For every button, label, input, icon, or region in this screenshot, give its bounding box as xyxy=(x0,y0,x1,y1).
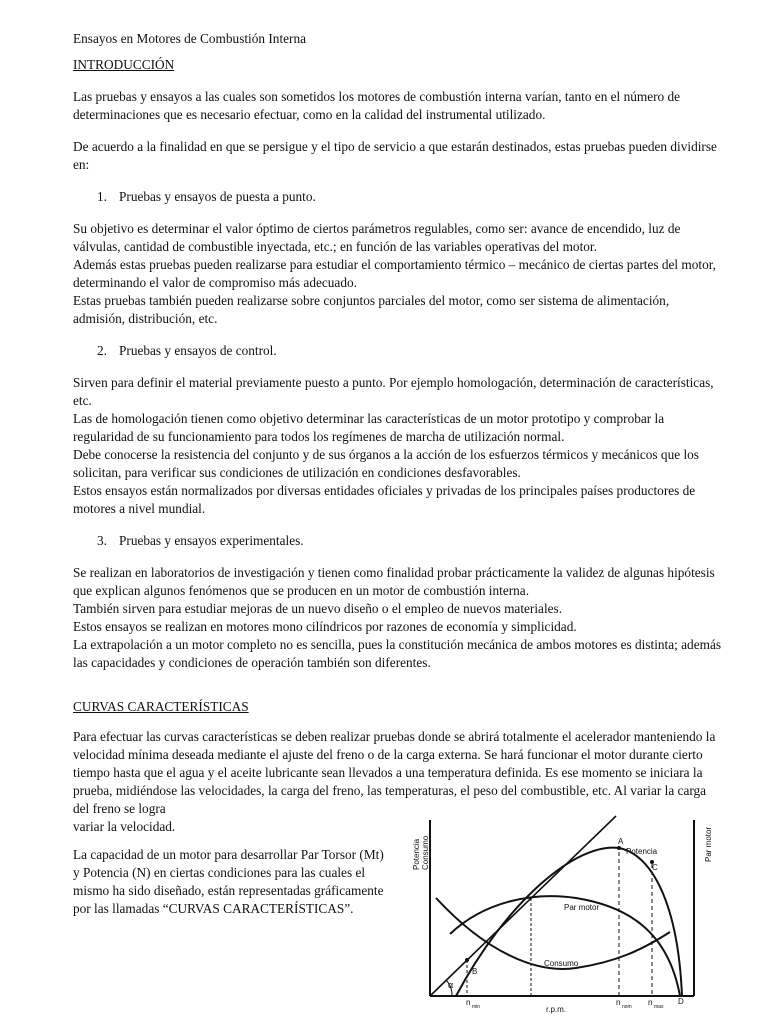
potencia-label: Potencia xyxy=(626,847,658,856)
potencia-curve xyxy=(456,848,682,996)
item1-paragraph-3: Estas pruebas también pueden realizarse sobre conjuntos parciales del motor, como ser sistema de alimentación, admisión, distribución, etc. xyxy=(73,293,670,326)
point-c-label: C xyxy=(652,863,658,872)
n-nom-label: n xyxy=(616,998,621,1007)
intro-heading: INTRODUCCIÓN xyxy=(73,57,175,72)
point-b-marker xyxy=(465,958,469,962)
n-max-subscript: max xyxy=(654,1004,664,1010)
item3-paragraph-2: También sirven para estudiar mejoras de un nuevo diseño o el empleo de nuevos materiales. xyxy=(73,601,563,616)
list-item-1 xyxy=(97,188,723,206)
item1-paragraph-2: Además estas pruebas pueden realizarse para estudiar el comportamiento térmico – mecánico de ciertas partes del motor, determinando el valor de compromiso más adecuado. xyxy=(73,257,716,290)
intro-paragraph-1: Las pruebas y ensayos a las cuales son sometidos los motores de combustión interna varían, tanto en el número de determinaciones que es necesario efectuar, como en la calidad del instrumental utilizado. xyxy=(73,89,681,122)
characteristic-curves-figure xyxy=(406,812,724,1018)
intro-paragraph-2: De acuerdo a la finalidad en que se persigue y el tipo de servicio a que estarán destinados, estas pruebas pueden dividirse en: xyxy=(73,139,717,172)
curves-heading: CURVAS CARACTERÍSTICAS xyxy=(73,699,249,714)
n-nom-subscript: nom xyxy=(622,1004,632,1010)
list-item-3-number: 3. xyxy=(97,533,107,548)
par-motor-label: Par motor xyxy=(564,903,600,912)
list-item-2-label: Pruebas y ensayos de control. xyxy=(119,343,277,358)
y-label-par-motor: Par motor xyxy=(704,826,713,862)
list-item-1-label: Pruebas y ensayos de puesta a punto. xyxy=(119,189,316,204)
point-b-label: B xyxy=(472,967,478,976)
item1-paragraph-1: Su objetivo es determinar el valor óptimo de ciertos parámetros regulables, como ser: avance de encendido, luz de válvulas, cantidad de combustible inyectada, etc.; en función de las variables operativas del motor. xyxy=(73,221,681,254)
characteristic-curves-svg xyxy=(406,812,724,1018)
item2-paragraph-2: Las de homologación tienen como objetivo determinar las características de un motor prototipo y comprobar la regularidad de su funcionamiento para todos los regímenes de marcha de utilización normal. xyxy=(73,411,665,444)
curves-paragraph-2: La capacidad de un motor para desarrollar Par Torsor (Mt) y Potencia (N) en ciertas condiciones para las cuales el mismo ha sido diseñado, están representadas gráficamente por las llamadas “CURVAS CARACTERÍSTICAS”. xyxy=(73,847,384,916)
point-a-label: A xyxy=(618,837,624,846)
point-d-label: D xyxy=(678,997,684,1006)
n-max-label: n xyxy=(648,998,653,1007)
x-label-rpm: r.p.m. xyxy=(546,1005,567,1014)
angle-label: α xyxy=(448,980,454,990)
curves-paragraph-1-end: variar la velocidad. xyxy=(73,819,176,834)
list-item-3 xyxy=(97,532,723,550)
consumo-label: Consumo xyxy=(544,959,579,968)
item3-paragraph-1: Se realizan en laboratorios de investigación y tienen como finalidad probar prácticamente la validez de algunas hipótesis que explican algunos fenómenos que se producen en un motor de combustión interna. xyxy=(73,565,715,598)
list-item-3-label: Pruebas y ensayos experimentales. xyxy=(119,533,304,548)
document-page xyxy=(73,30,723,918)
n-min-label: n xyxy=(466,998,471,1007)
list-item-1-number: 1. xyxy=(97,189,107,204)
list-item-2-number: 2. xyxy=(97,343,107,358)
document-title: Ensayos en Motores de Combustión Interna xyxy=(73,31,307,46)
y-label-potencia: Potencia xyxy=(412,838,421,870)
list-item-2 xyxy=(97,342,723,360)
item2-paragraph-4: Estos ensayos están normalizados por diversas entidades oficiales y privadas de los principales países productores de motores a nivel mundial. xyxy=(73,483,696,516)
point-a-marker xyxy=(617,846,621,850)
item2-paragraph-1: Sirven para definir el material previamente puesto a punto. Por ejemplo homologación, determinación de características, etc. xyxy=(73,375,714,408)
y-label-consumo: Consumo xyxy=(421,835,430,870)
curves-paragraph-1-main: Para efectuar las curvas características se deben realizar pruebas donde se abrirá totalmente el acelerador manteniendo la velocidad mínima deseada mediante el ajuste del freno o de la carga externa. Se hará funcionar el motor durante cierto tiempo hasta que el agua y el aceite lubricante sean llevados a una temperatura definida. Es ese momento se iniciara la prueba, midiéndose las velocidades, la carga del freno, las temperaturas, el peso del combustible, etc. Al variar la carga del freno se logra xyxy=(73,729,716,816)
n-min-subscript: min xyxy=(472,1004,481,1010)
item3-paragraph-3: Estos ensayos se realizan en motores mono cilíndricos por razones de economía y simplicidad. xyxy=(73,619,577,634)
item2-paragraph-3: Debe conocerse la resistencia del conjunto y de sus órganos a la acción de los esfuerzos térmicos y mecánicos que los solicitan, para verificar sus condiciones de utilización en condiciones desfavorables. xyxy=(73,447,699,480)
item3-paragraph-4: La extrapolación a un motor completo no es sencilla, pues la constitución mecánica de ambos motores es distinta; además las capacidades y condiciones de operación también son diferentes. xyxy=(73,637,722,670)
